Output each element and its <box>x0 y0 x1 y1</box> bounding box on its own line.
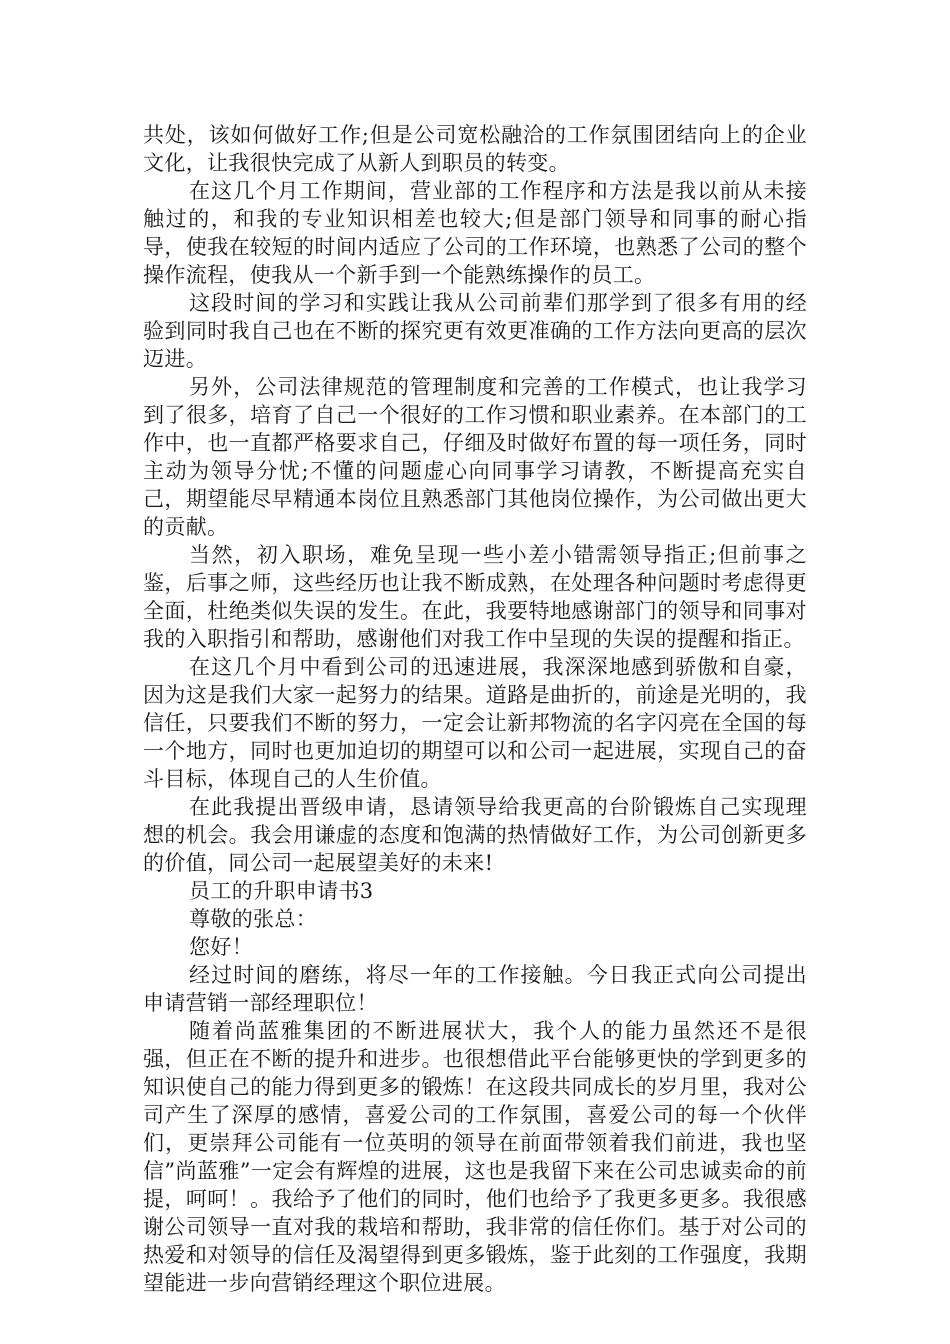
paragraph-1: 共处，该如何做好工作;但是公司宽松融洽的工作氛围团结向上的企业文化，让我很快完成了从新人到职员的转变。 <box>143 123 807 175</box>
paragraph-2: 在这几个月工作期间，营业部的工作程序和方法是我以前从未接触过的，和我的专业知识相差也较大;但是部门领导和同事的耐心指导，使我在较短的时间内适应了公司的工作环境，也熟悉了公司的整个操作流程，使我从一个新手到一个能熟练操作的员工。 <box>143 179 807 287</box>
paragraph-12: 随着尚蓝雅集团的不断进展状大，我个人的能力虽然还不是很强，但正在不断的提升和进步。也很想借此平台能够更快的学到更多的知识使自己的能力得到更多的锻炼！在这段共同成长的岁月里，我对公司产生了深厚的感情，喜爱公司的工作氛围，喜爱公司的每一个伙伴们，更崇拜公司能有一位英明的领导在前面带领着我们前进，我也坚信”尚蓝雅”一定会有辉煌的进展，这也是我留下来在公司忠诚卖命的前提，呵呵！。我给予了他们的同时，他们也给予了我更多更多。我很感谢公司领导一直对我的栽培和帮助，我非常的信任你们。基于对公司的热爱和对领导的信任及渴望得到更多锻炼，鉴于此刻的工作强度，我期望能进一步向营销经理这个职位进展。 <box>143 1019 807 1295</box>
paragraph-4: 另外，公司法律规范的管理制度和完善的工作模式，也让我学习到了很多，培育了自己一个很好的工作习惯和职业素养。在本部门的工作中，也一直都严格要求自己，仔细及时做好布置的每一项任务，同时主动为领导分忧;不懂的问题虚心向同事学习请教，不断提高充实自己，期望能尽早精通本岗位且熟悉部门其他岗位操作，为公司做出更大的贡献。 <box>143 375 807 539</box>
paragraph-3: 这段时间的学习和实践让我从公司前辈们那学到了很多有用的经验到同时我自己也在不断的探究更有效更准确的工作方法向更高的层次迈进。 <box>143 291 807 371</box>
salutation: 尊敬的张总： <box>189 907 318 931</box>
paragraph-7: 在此我提出晋级申请，恳请领导给我更高的台阶锻炼自己实现理想的机会。我会用谦虚的态度和饱满的热情做好工作，为公司创新更多的价值，同公司一起展望美好的未来! <box>143 795 807 875</box>
document-page <box>143 121 807 1297</box>
greeting: 您好！ <box>189 935 254 959</box>
paragraph-5: 当然，初入职场，难免呈现一些小差小错需领导指正;但前事之鉴，后事之师，这些经历也让我不断成熟，在处理各种问题时考虑得更全面，杜绝类似失误的发生。在此，我要特地感谢部门的领导和同事对我的入职指引和帮助，感谢他们对我工作中呈现的失误的提醒和指正。 <box>143 543 807 651</box>
paragraph-6: 在这几个月中看到公司的迅速进展，我深深地感到骄傲和自豪，因为这是我们大家一起努力的结果。道路是曲折的，前途是光明的，我信任，只要我们不断的努力，一定会让新邦物流的名字闪亮在全国的每一个地方，同时也更加迫切的期望可以和公司一起进展，实现自己的奋斗目标，体现自己的人生价值。 <box>143 655 807 791</box>
paragraph-11: 经过时间的磨练，将尽一年的工作接触。今日我正式向公司提出申请营销一部经理职位！ <box>143 963 807 1015</box>
section-heading: 员工的升职申请书3 <box>189 879 374 903</box>
